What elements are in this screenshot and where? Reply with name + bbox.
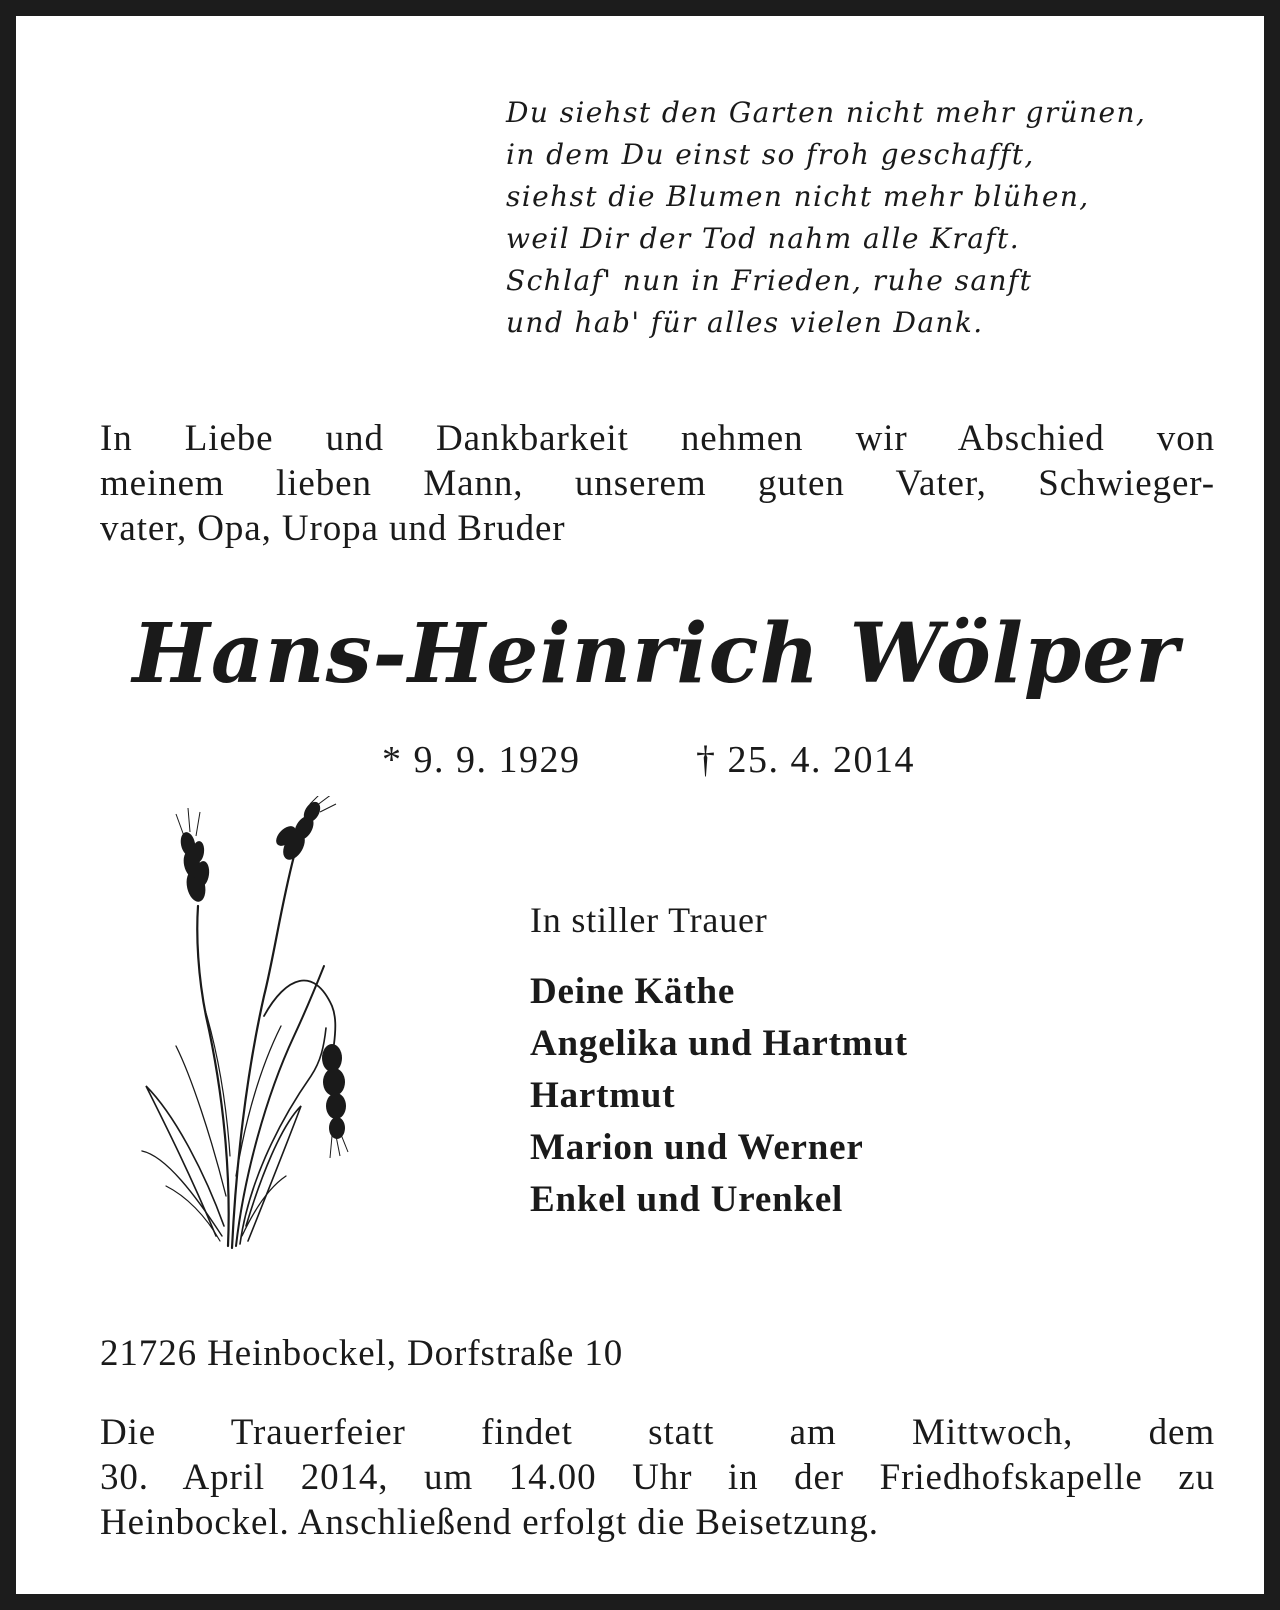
ceremony-text [100,1410,1215,1545]
ceremony-line: Heinbockel. Anschließend erfolgt die Beisetzung. [100,1502,879,1543]
mourners-list [530,966,908,1226]
mourner-name: Marion und Werner [530,1127,864,1168]
mourning-label: In stiller Trauer [530,900,768,940]
death-date: † 25. 4. 2014 [696,739,915,781]
poem-line: Du siehst den Garten nicht mehr grünen, [506,96,1147,129]
mourner-name: Deine Käthe [530,971,736,1012]
poem-line: in dem Du einst so froh geschafft, [506,138,1035,171]
wheat-ears-icon [136,796,366,1256]
mourner-name: Enkel und Urenkel [530,1179,844,1220]
ceremony-line: 30. April 2014, um 14.00 Uhr in der Friedhofskapelle zu [100,1457,1215,1498]
family-address: 21726 Heinbockel, Dorfstraße 10 [100,1333,624,1374]
intro-text [100,416,1215,551]
ceremony-line: Die Trauerfeier findet statt am Mittwoch, dem [100,1412,1215,1453]
poem-line: und hab' für alles vielen Dank. [506,306,984,339]
birth-date: * 9. 9. 1929 [382,739,581,781]
poem-line: siehst die Blumen nicht mehr blühen, [506,180,1090,213]
intro-line: meinem lieben Mann, unserem guten Vater, Schwieger- [100,463,1215,504]
intro-line: In Liebe und Dankbarkeit nehmen wir Abschied von [100,418,1215,459]
mourner-name: Angelika und Hartmut [530,1023,908,1064]
poem-line: weil Dir der Tod nahm alle Kraft. [506,222,1020,255]
mourner-name: Hartmut [530,1075,676,1116]
poem [506,92,1246,344]
deceased-name: Hans-Heinrich Wölper [132,606,1180,702]
intro-line: vater, Opa, Uropa und Bruder [100,508,566,549]
poem-line: Schlaf' nun in Frieden, ruhe sanft [506,264,1033,297]
